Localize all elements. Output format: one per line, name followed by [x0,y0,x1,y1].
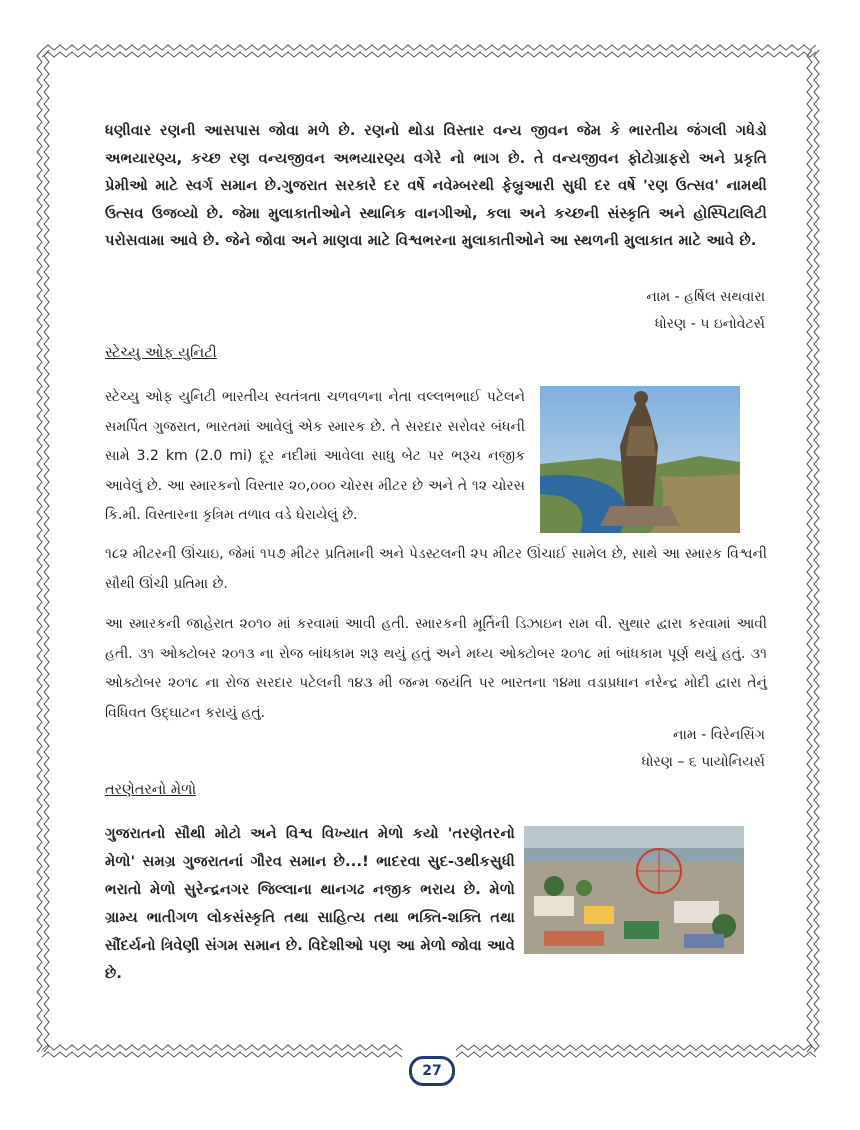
rann-utsav-paragraph: ધણીવાર રણની આસપાસ જોવા મળે છે. રણનો થોડા વિસ્તાર વન્ય જીવન જેમ કે ભારતીય જંગલી ગધેડો અભયારણ્ય, કચ્છ રણ વન્યજીવન અભયારણ્ય વગેરે નો ભાગ છે. તે વન્યજીવન ફોટોગ્રાફરો અને પ્રકૃતિ પ્રેમીઓ માટે સ્વર્ગ સમાન છે.ગુજરાત સરકારે દર વર્ષે નવેમ્બરથી ફેબ્રુઆરી સુધી દર વર્ષે 'રણ ઉત્સવ' નામથી ઉત્સવ ઉજવ્યો છે. જેમા મુલાકાતીઓને સ્થાનિક વાનગીઓ, કલા અને કચ્છની સંસ્કૃતિ અને હોસ્પિટાલિટી પરોસવામા આવે છે. જેને જોવા અને માણવા માટે વિશ્વભરના મુલાકાતીઓને આ સ્થળની મુલાકાત માટે આવે છે. [105,123,767,249]
signature-block-2 [642,722,765,776]
section-heading-statue-of-unity: સ્ટેચ્યુ ઓફ યુનિટી [105,345,217,361]
signature-block-1 [646,284,765,338]
author-class: ધોરણ – ૬ પાયોનિયર્સ [641,754,765,770]
statue-paragraph-wrapped: સ્ટેચ્યુ ઓફ યુનિટી ભારતીય સ્વતંત્રતા ચળવળના નેતા વલ્લભભાઈ પટેલને સમર્પિત ગુજરાત, ભારતમાં આવેલું એક સ્મારક છે. તે સરદાર સરોવર બંધની સામે 3.2 km (2.0 mi) દૂર નદીમાં આવેલા સાધુ બેટ પર ભરૂચ નજીક આવેલું છે. આ સ્મારકનો વિસ્તાર ૨૦,૦૦૦ ચોરસ મીટર છે અને તે ૧૨ ચોરસ કિ.મી. વિસ્તારના કૃત્રિમ તળાવ વડે ઘેરાયેલું છે. [105,389,525,523]
author-class: ધોરણ - ૫ ઇનોવેટર્સ [654,316,765,332]
statue-of-unity-photo [540,386,740,533]
section-heading-tarnetar-fair: તરણેતરનો મેળો [105,782,197,798]
author-name: નામ - હર્ષિલ સથવારા [646,289,765,305]
tarnetar-fair-paragraph: ગુજરાતનો સૌથી મોટો અને વિશ્વ વિખ્યાત મેળો કયો 'તરણેતરનો મેળો' સમગ્ર ગુજરાતનાં ગૌરવ સમાન છે...! ભાદરવા સુદ-૩થીકસુધી ભરાતો મેળો સુરેન્દ્રનગર જિલ્લાના થાનગઢ નજીક ભરાય છે. મેળો ગ્રામ્ય ભાતીગળ લોકસંસ્કૃતિ તથા સાહિત્ય તથા ભક્તિ-શક્તિ તથા સૌંદર્યનો ત્રિવેણી સંગમ સમાન છે. વિદેશીઓ પણ આ મેળો જોવા આવે છે. [105,826,515,982]
page-number: 27 [409,1056,455,1086]
statue-paragraph-full: ૧૮૨ મીટરની ઊંચાઇ, જેમાં ૧૫૭ મીટર પ્રતિમાની અને પેડસ્ટલની ૨૫ મીટર ઊંચાઈ સામેલ છે, સાથે આ સ્મારક વિશ્વની સૌથી ઊંચી પ્રતિમા છે. [105,546,767,592]
tarnetar-fair-photo [524,826,744,954]
statue-history-paragraph: આ સ્મારકની જાહેરાત ૨૦૧૦ માં કરવામાં આવી હતી. સ્મારકની મૂર્તિની ડિઝાઇન રામ વી. સુથાર દ્વારા કરવામાં આવી હતી. ૩૧ ઓક્ટોબર ૨૦૧૩ ના રોજ બાંધકામ શરૂ થયું હતું અને મધ્ય ઓક્ટોબર ૨૦૧૮ માં બાંધકામ પૂર્ણ થયું હતું. ૩૧ ઓક્ટોબર ૨૦૧૮ ના રોજ સરદાર પટેલની ૧૪૩ મી જન્મ જયંતિ પર ભારતના ૧૪મા વડાપ્રધાન નરેન્દ્ર મોદી દ્વારા તેનું વિધિવત ઉદ્ઘાટન કરાયું હતું. [105,616,767,721]
author-name: નામ - વિરેનસિંગ [673,727,765,743]
